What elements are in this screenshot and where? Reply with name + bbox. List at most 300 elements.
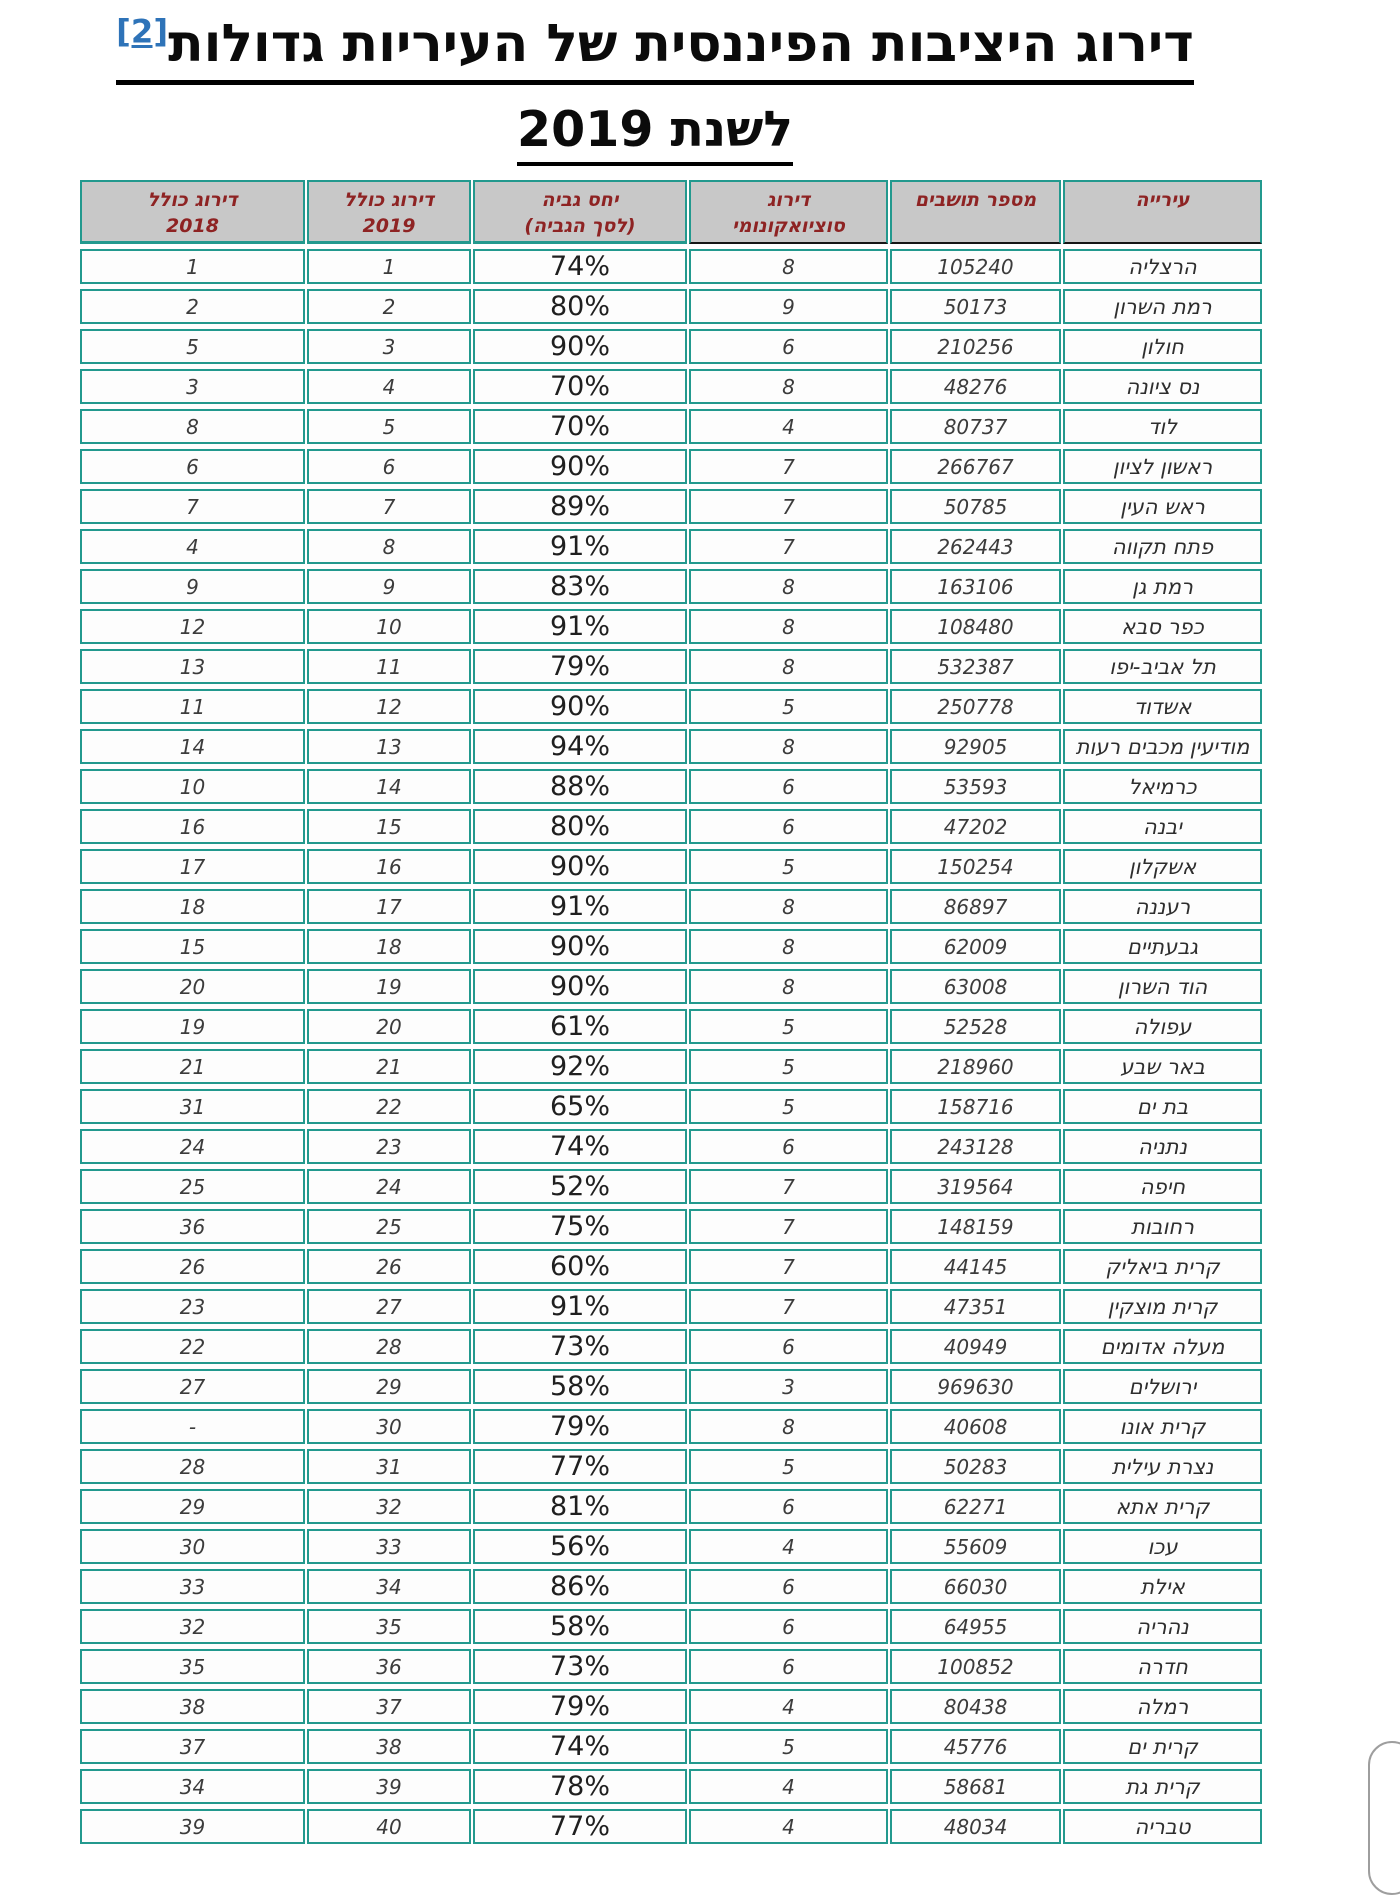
cell-collection: 73% [473, 1329, 687, 1364]
cell-rank2019: 33 [307, 1529, 471, 1564]
cell-rank2018: 38 [80, 1689, 305, 1724]
cell-collection: 90% [473, 329, 687, 364]
cell-collection: 90% [473, 929, 687, 964]
cell-city: עפולה [1063, 1009, 1262, 1044]
cell-rank2019: 22 [307, 1089, 471, 1124]
cell-city: מודיעין מכבים רעות [1063, 729, 1262, 764]
header-line: מספר תושבים [914, 189, 1037, 211]
cell-socio: 7 [689, 1289, 888, 1324]
scrollbar-thumb[interactable] [1368, 1741, 1400, 1895]
cell-socio: 5 [689, 1089, 888, 1124]
table-row [80, 1089, 1262, 1124]
cell-collection: 81% [473, 1489, 687, 1524]
table-header [80, 180, 1262, 244]
cell-collection: 61% [473, 1009, 687, 1044]
cell-collection: 91% [473, 609, 687, 644]
cell-socio: 4 [689, 1769, 888, 1804]
cell-rank2019: 38 [307, 1729, 471, 1764]
cell-population: 108480 [890, 609, 1061, 644]
cell-population: 58681 [890, 1769, 1061, 1804]
cell-rank2019: 28 [307, 1329, 471, 1364]
cell-rank2019: 39 [307, 1769, 471, 1804]
cell-city: רמלה [1063, 1689, 1262, 1724]
cell-rank2019: 25 [307, 1209, 471, 1244]
cell-city: רחובות [1063, 1209, 1262, 1244]
cell-population: 48276 [890, 369, 1061, 404]
cell-rank2019: 15 [307, 809, 471, 844]
table-row [80, 649, 1262, 684]
cell-city: נתניה [1063, 1129, 1262, 1164]
cell-collection: 80% [473, 809, 687, 844]
cell-collection: 94% [473, 729, 687, 764]
cell-city: חולון [1063, 329, 1262, 364]
cell-rank2018: 23 [80, 1289, 305, 1324]
cell-rank2018: 33 [80, 1569, 305, 1604]
cell-collection: 80% [473, 289, 687, 324]
cell-population: 47351 [890, 1289, 1061, 1324]
page-title-text: דירוג היציבות הפיננסית של העיריות גדולות [168, 14, 1194, 74]
cell-rank2018: 5 [80, 329, 305, 364]
cell-city: עכו [1063, 1529, 1262, 1564]
cell-population: 163106 [890, 569, 1061, 604]
cell-socio: 5 [689, 1049, 888, 1084]
cell-socio: 8 [689, 609, 888, 644]
cell-city: קרית מוצקין [1063, 1289, 1262, 1324]
cell-socio: 6 [689, 1329, 888, 1364]
cell-socio: 6 [689, 1129, 888, 1164]
table-row [80, 369, 1262, 404]
cell-city: קרית ביאליק [1063, 1249, 1262, 1284]
cell-collection: 70% [473, 369, 687, 404]
cell-collection: 90% [473, 449, 687, 484]
table-row [80, 1449, 1262, 1484]
page-subtitle-text: לשנת 2019 [517, 101, 793, 166]
cell-socio: 4 [689, 1529, 888, 1564]
cell-rank2019: 10 [307, 609, 471, 644]
table-row [80, 1409, 1262, 1444]
cell-collection: 70% [473, 409, 687, 444]
cell-rank2018: 20 [80, 969, 305, 1004]
table-row [80, 1369, 1262, 1404]
cell-rank2019: 23 [307, 1129, 471, 1164]
cell-city: נצרת עילית [1063, 1449, 1262, 1484]
table-row [80, 889, 1262, 924]
cell-population: 243128 [890, 1129, 1061, 1164]
table-row [80, 809, 1262, 844]
cell-rank2018: 14 [80, 729, 305, 764]
cell-city: הוד השרון [1063, 969, 1262, 1004]
cell-rank2018: 18 [80, 889, 305, 924]
cell-population: 266767 [890, 449, 1061, 484]
cell-rank2019: 8 [307, 529, 471, 564]
header-line: דירוג [766, 189, 811, 211]
cell-collection: 90% [473, 969, 687, 1004]
col-header-collection-ratio [473, 180, 687, 244]
table-row [80, 529, 1262, 564]
cell-collection: 79% [473, 1689, 687, 1724]
cell-socio: 4 [689, 1809, 888, 1844]
cell-rank2018: 4 [80, 529, 305, 564]
cell-city: באר שבע [1063, 1049, 1262, 1084]
cell-rank2018: 28 [80, 1449, 305, 1484]
cell-collection: 52% [473, 1169, 687, 1204]
cell-rank2019: 1 [307, 249, 471, 284]
col-header-population [890, 180, 1061, 244]
table-row [80, 689, 1262, 724]
cell-city: טבריה [1063, 1809, 1262, 1844]
cell-rank2018: 15 [80, 929, 305, 964]
cell-socio: 8 [689, 249, 888, 284]
cell-rank2018: 17 [80, 849, 305, 884]
cell-socio: 5 [689, 689, 888, 724]
cell-collection: 79% [473, 1409, 687, 1444]
cell-city: קרית ים [1063, 1729, 1262, 1764]
cell-population: 40608 [890, 1409, 1061, 1444]
cell-city: כרמיאל [1063, 769, 1262, 804]
cell-population: 44145 [890, 1249, 1061, 1284]
cell-population: 150254 [890, 849, 1061, 884]
table-body [80, 249, 1262, 1844]
cell-population: 532387 [890, 649, 1061, 684]
table-row [80, 1289, 1262, 1324]
cell-socio: 7 [689, 1249, 888, 1284]
cell-population: 86897 [890, 889, 1061, 924]
cell-collection: 77% [473, 1809, 687, 1844]
cell-rank2018: 3 [80, 369, 305, 404]
cell-city: חדרה [1063, 1649, 1262, 1684]
cell-population: 210256 [890, 329, 1061, 364]
cell-collection: 58% [473, 1369, 687, 1404]
cell-rank2018: 21 [80, 1049, 305, 1084]
cell-collection: 92% [473, 1049, 687, 1084]
cell-rank2019: 4 [307, 369, 471, 404]
cell-collection: 90% [473, 689, 687, 724]
cell-rank2018: 34 [80, 1769, 305, 1804]
cell-city: בת ים [1063, 1089, 1262, 1124]
cell-rank2019: 30 [307, 1409, 471, 1444]
cell-rank2019: 18 [307, 929, 471, 964]
cell-rank2019: 16 [307, 849, 471, 884]
cell-city: קרית גת [1063, 1769, 1262, 1804]
cell-rank2019: 2 [307, 289, 471, 324]
cell-city: כפר סבא [1063, 609, 1262, 644]
cell-rank2019: 13 [307, 729, 471, 764]
cell-socio: 4 [689, 1689, 888, 1724]
cell-rank2018: 8 [80, 409, 305, 444]
cell-socio: 7 [689, 449, 888, 484]
cell-rank2019: 7 [307, 489, 471, 524]
cell-rank2019: 34 [307, 1569, 471, 1604]
cell-collection: 91% [473, 1289, 687, 1324]
cell-socio: 5 [689, 849, 888, 884]
cell-population: 148159 [890, 1209, 1061, 1244]
cell-socio: 8 [689, 929, 888, 964]
cell-city: אשקלון [1063, 849, 1262, 884]
cell-socio: 6 [689, 1569, 888, 1604]
cell-rank2019: 26 [307, 1249, 471, 1284]
cell-population: 80737 [890, 409, 1061, 444]
cell-collection: 91% [473, 889, 687, 924]
cell-rank2019: 5 [307, 409, 471, 444]
cell-rank2018: 27 [80, 1369, 305, 1404]
table-row [80, 769, 1262, 804]
cell-rank2018: 10 [80, 769, 305, 804]
table-row [80, 249, 1262, 284]
cell-rank2018: 31 [80, 1089, 305, 1124]
cell-collection: 91% [473, 529, 687, 564]
cell-rank2019: 20 [307, 1009, 471, 1044]
cell-population: 47202 [890, 809, 1061, 844]
table-row [80, 1129, 1262, 1164]
cell-rank2019: 6 [307, 449, 471, 484]
header-line: 2018 [166, 214, 219, 237]
cell-rank2018: 1 [80, 249, 305, 284]
header-line: 2019 [362, 214, 416, 237]
cell-population: 40949 [890, 1329, 1061, 1364]
cell-rank2019: 29 [307, 1369, 471, 1404]
cell-city: הרצליה [1063, 249, 1262, 284]
cell-rank2018: 22 [80, 1329, 305, 1364]
cell-population: 62271 [890, 1489, 1061, 1524]
col-header-socioeconomic-rank [689, 180, 888, 244]
cell-city: יבנה [1063, 809, 1262, 844]
cell-socio: 6 [689, 329, 888, 364]
cell-rank2018: 24 [80, 1129, 305, 1164]
cell-rank2019: 21 [307, 1049, 471, 1084]
table-row [80, 409, 1262, 444]
table-row [80, 1329, 1262, 1364]
cell-population: 319564 [890, 1169, 1061, 1204]
cell-collection: 74% [473, 1729, 687, 1764]
cell-rank2018: 19 [80, 1009, 305, 1044]
cell-rank2018: 26 [80, 1249, 305, 1284]
cell-city: קרית אונו [1063, 1409, 1262, 1444]
page-subtitle [0, 101, 1310, 166]
cell-socio: 6 [689, 809, 888, 844]
cell-socio: 4 [689, 409, 888, 444]
cell-city: ראשון לציון [1063, 449, 1262, 484]
header-row [80, 180, 1262, 244]
page-title [0, 12, 1310, 85]
table-row [80, 609, 1262, 644]
table-row [80, 1609, 1262, 1644]
cell-socio: 6 [689, 1609, 888, 1644]
table-row [80, 849, 1262, 884]
cell-socio: 9 [689, 289, 888, 324]
cell-socio: 3 [689, 1369, 888, 1404]
cell-collection: 86% [473, 1569, 687, 1604]
table-row [80, 1209, 1262, 1244]
header-line: (לסך הגביה) [524, 214, 636, 237]
table-row [80, 1729, 1262, 1764]
cell-city: רעננה [1063, 889, 1262, 924]
cell-rank2018: 32 [80, 1609, 305, 1644]
cell-city: מעלה אדומים [1063, 1329, 1262, 1364]
cell-rank2018: 36 [80, 1209, 305, 1244]
cell-socio: 6 [689, 1489, 888, 1524]
header-line: דירוג כולל [147, 189, 238, 211]
cell-population: 50173 [890, 289, 1061, 324]
table-row [80, 929, 1262, 964]
cell-socio: 8 [689, 969, 888, 1004]
cell-socio: 8 [689, 569, 888, 604]
cell-rank2018: - [80, 1409, 305, 1444]
table-row [80, 489, 1262, 524]
cell-socio: 7 [689, 1169, 888, 1204]
cell-socio: 8 [689, 729, 888, 764]
rankings-table-container [78, 175, 1264, 1849]
cell-socio: 6 [689, 769, 888, 804]
cell-rank2018: 11 [80, 689, 305, 724]
rankings-table [78, 175, 1264, 1849]
cell-city: רמת גן [1063, 569, 1262, 604]
cell-rank2018: 25 [80, 1169, 305, 1204]
col-header-city [1063, 180, 1262, 244]
table-row [80, 1049, 1262, 1084]
cell-population: 45776 [890, 1729, 1061, 1764]
cell-rank2018: 39 [80, 1809, 305, 1844]
cell-population: 50785 [890, 489, 1061, 524]
cell-population: 48034 [890, 1809, 1061, 1844]
cell-rank2019: 3 [307, 329, 471, 364]
table-row [80, 449, 1262, 484]
cell-rank2019: 40 [307, 1809, 471, 1844]
cell-collection: 78% [473, 1769, 687, 1804]
cell-rank2018: 37 [80, 1729, 305, 1764]
cell-socio: 5 [689, 1449, 888, 1484]
cell-rank2018: 7 [80, 489, 305, 524]
col-header-overall-rank-2018 [80, 180, 305, 244]
cell-city: גבעתיים [1063, 929, 1262, 964]
cell-rank2019: 9 [307, 569, 471, 604]
cell-population: 218960 [890, 1049, 1061, 1084]
table-row [80, 1809, 1262, 1844]
title-block [0, 0, 1310, 166]
table-row [80, 1489, 1262, 1524]
cell-rank2019: 31 [307, 1449, 471, 1484]
cell-collection: 75% [473, 1209, 687, 1244]
header-line: סוציואקונומי [732, 214, 845, 237]
table-row [80, 1649, 1262, 1684]
table-row [80, 1769, 1262, 1804]
cell-population: 55609 [890, 1529, 1061, 1564]
col-header-overall-rank-2019 [307, 180, 471, 244]
cell-population: 105240 [890, 249, 1061, 284]
cell-population: 80438 [890, 1689, 1061, 1724]
cell-collection: 79% [473, 649, 687, 684]
table-row [80, 1529, 1262, 1564]
cell-rank2019: 17 [307, 889, 471, 924]
cell-population: 50283 [890, 1449, 1061, 1484]
cell-city: נס ציונה [1063, 369, 1262, 404]
cell-population: 64955 [890, 1609, 1061, 1644]
cell-socio: 6 [689, 1649, 888, 1684]
cell-socio: 7 [689, 1209, 888, 1244]
cell-rank2019: 11 [307, 649, 471, 684]
cell-rank2018: 12 [80, 609, 305, 644]
cell-rank2019: 35 [307, 1609, 471, 1644]
cell-rank2019: 32 [307, 1489, 471, 1524]
cell-population: 969630 [890, 1369, 1061, 1404]
cell-population: 92905 [890, 729, 1061, 764]
cell-rank2018: 29 [80, 1489, 305, 1524]
cell-rank2019: 14 [307, 769, 471, 804]
cell-city: נהריה [1063, 1609, 1262, 1644]
cell-population: 63008 [890, 969, 1061, 1004]
cell-population: 66030 [890, 1569, 1061, 1604]
cell-city: קרית אתא [1063, 1489, 1262, 1524]
cell-rank2018: 13 [80, 649, 305, 684]
cell-collection: 60% [473, 1249, 687, 1284]
cell-collection: 56% [473, 1529, 687, 1564]
cell-rank2019: 19 [307, 969, 471, 1004]
cell-rank2018: 35 [80, 1649, 305, 1684]
footnote-ref-link[interactable]: [2] [116, 12, 169, 51]
cell-city: תל אביב-יפו [1063, 649, 1262, 684]
cell-rank2019: 36 [307, 1649, 471, 1684]
cell-collection: 89% [473, 489, 687, 524]
cell-collection: 74% [473, 249, 687, 284]
table-row [80, 729, 1262, 764]
cell-population: 52528 [890, 1009, 1061, 1044]
table-row [80, 569, 1262, 604]
cell-collection: 77% [473, 1449, 687, 1484]
cell-socio: 8 [689, 369, 888, 404]
cell-population: 250778 [890, 689, 1061, 724]
cell-socio: 5 [689, 1009, 888, 1044]
cell-collection: 88% [473, 769, 687, 804]
cell-population: 62009 [890, 929, 1061, 964]
header-line: עירייה [1135, 189, 1190, 211]
cell-city: ראש העין [1063, 489, 1262, 524]
cell-population: 100852 [890, 1649, 1061, 1684]
cell-population: 262443 [890, 529, 1061, 564]
cell-population: 158716 [890, 1089, 1061, 1124]
table-row [80, 1169, 1262, 1204]
table-row [80, 289, 1262, 324]
cell-socio: 7 [689, 489, 888, 524]
header-line: יחס גביה [541, 189, 619, 211]
cell-socio: 5 [689, 1729, 888, 1764]
table-row [80, 329, 1262, 364]
cell-socio: 8 [689, 889, 888, 924]
cell-city: לוד [1063, 409, 1262, 444]
cell-rank2019: 37 [307, 1689, 471, 1724]
cell-city: אילת [1063, 1569, 1262, 1604]
cell-rank2018: 30 [80, 1529, 305, 1564]
cell-collection: 58% [473, 1609, 687, 1644]
cell-socio: 8 [689, 649, 888, 684]
table-row [80, 1689, 1262, 1724]
cell-rank2018: 16 [80, 809, 305, 844]
cell-collection: 74% [473, 1129, 687, 1164]
cell-city: פתח תקווה [1063, 529, 1262, 564]
cell-rank2019: 12 [307, 689, 471, 724]
cell-rank2019: 24 [307, 1169, 471, 1204]
cell-city: חיפה [1063, 1169, 1262, 1204]
cell-city: אשדוד [1063, 689, 1262, 724]
cell-rank2018: 6 [80, 449, 305, 484]
header-line: דירוג כולל [343, 189, 435, 211]
cell-collection: 90% [473, 849, 687, 884]
cell-city: רמת השרון [1063, 289, 1262, 324]
cell-rank2018: 9 [80, 569, 305, 604]
cell-population: 53593 [890, 769, 1061, 804]
cell-rank2018: 2 [80, 289, 305, 324]
cell-collection: 83% [473, 569, 687, 604]
table-row [80, 969, 1262, 1004]
table-row [80, 1009, 1262, 1044]
